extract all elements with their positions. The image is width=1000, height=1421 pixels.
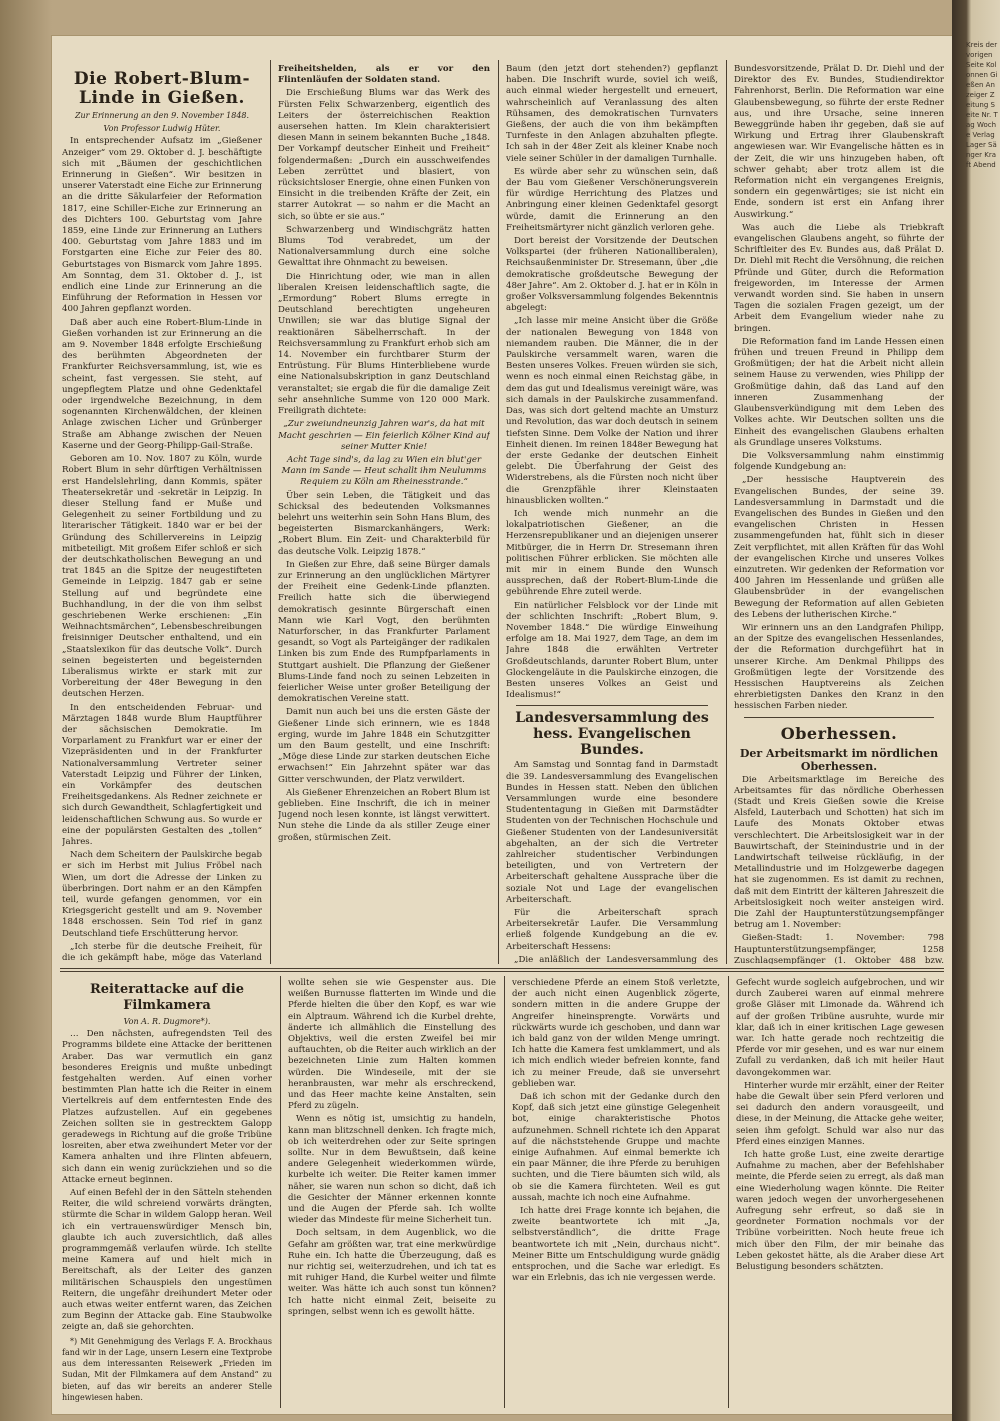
bund-paragraph: Wir erinnern uns an den Landgrafen Philipp, an der Spitze des evangelischen Hessenlandes, der die Reformation durchgeführt hat in unserer Kirche. Am Denkmal Philipps des Großmütigen legte der Vorsitzende des Hessischen Hauptvereins als Zeichen ehrerbietigsten Dankes den Kranz in den hessischen Farben nieder. bbox=[734, 622, 944, 712]
reiter-paragraph: … Den nächsten, aufregendsten Teil des Programms bildete eine Attacke der berittenen Araber. Das war vermutlich ein ganz besonderes Ereignis und mußte unbedingt festgehalten werden. Auf einen vorher bestimmten Plan hatte ich die Reiter in einem Viertelkreis auf dem entferntesten Ende des Platzes aufzustellen. Auf ein gegebenes Zeichen sollten sie in gestrecktem Galopp geradewegs in Richtung auf die große Tribüne losreiten, aber etwa zweihundert Meter vor der Kamera anhalten und ihre Flinten abfeuern, sich dann ein wenig zurückziehen und so die Attacke erneut beginnen. bbox=[62, 1029, 272, 1185]
blum-paragraph: Die Erschießung Blums war das Werk des Fürsten Felix Schwarzenberg, eigentlich des Leiters der österreichischen Reaktion ausersehen hatten. Im Klein charakterisiert diesen Mann in seinem bekannten Buche „1848. Der Vorkampf deutscher Einheit und Freiheit“ folgendermaßen: „Durch ein ausschweifendes Leben zerrüttet und blasiert, von rücksichtsloser Energie, ohne einen Funken von Einsicht in die treibenden Kräfte der Zeit, ein starrer Autokrat — so nahm er die Macht an sich, so übte er sie aus.“ bbox=[278, 88, 490, 222]
stat-line: Gießen-Stadt: 1. November: 798 Hauptunterstützungsempfänger, 1258 Zuschlagsempfänger (1. Oktober 488 bzw. bbox=[734, 933, 944, 964]
blum-paragraph: „Ich lasse mir meine Ansicht über die Größe der nationalen Bewegung von 1848 von niemandem rauben. Die Männer, die in der Paulskirche versammelt waren, waren die Besten unseres Volkes. Freuen würden sie sich, wenn es noch einmal einen Reichstag gäbe, in dem das gut und Idealismus vereinigt wäre, was sich damals in der Paulskirche zusammenfand. Das, was sich dort geltend machte an Umsturz und Revolution, das war doch deutsch in seinem tiefsten Sinne. Dem Volke der Nation und ihrer Einheit dienen. Im reinen 1848er Bewegung hat der erste Gedanke der deutschen Einheit gelebt. Die Überfahrung der Geist des Widerstrebens, als die Fürsten noch nicht über die Grenzpfähle ihrer Kleinstaaten hinausblicken wollten.“ bbox=[506, 316, 718, 506]
reiter-paragraph: Ich hatte drei Frage konnte ich bejahen, die zweite beantwortete ich mit „Ja, selbstverständlich“, die dritte Frage beantwortete ich mit „Nein, durchaus nicht“. Meiner Bitte um Entschuldigung wurde gnädig entsprochen, und die Sache war erledigt. Es war ein Erlebnis, das ich nie vergessen werde. bbox=[512, 1206, 720, 1284]
reiter-author: Von A. R. Dugmore*). bbox=[123, 1017, 211, 1026]
feuilleton-rule bbox=[60, 971, 944, 972]
reiter-paragraph: Doch seltsam, in dem Augenblick, wo die Gefahr am größten war, trat eine merkwürdige Ruhe ein. Ich hatte die Überzeugung, daß es nur richtig sei, weiterzudrehen, und ich tat es mit ruhiger Hand, die Kurbel weiter und filmte weiter. Was hätte ich auch sonst tun können? Ich hatte nicht einmal Zeit, beiseite zu springen, selbst wenn ich es gewollt hätte. bbox=[288, 1228, 496, 1317]
bund-paragraph: Was auch die Liebe als Triebkraft evangelischen Glaubens angeht, so führte der Schriftleiter des Ev. Bundes aus, daß Prälat D. Dr. Diehl mit Recht die Versöhnung, die reichen Pfründe und Güter, durch die Reformation freigeworden, im Interesse der Armen verwandt worden sind. Sie haben in unsern Tagen die sozialen Fragen gezeigt, um der Arbeit dem Evangelium wieder nahe zu bringen. bbox=[734, 222, 944, 334]
adjacent-page-edge bbox=[952, 0, 1000, 1421]
blum-paragraph: Ein natürlicher Felsblock vor der Linde mit der schlichten Inschrift: „Robert Blum, 9. November 1848.“ Die würdige Einweihung erfolge am 18. Mai 1927, dem Tage, an dem im Jahre 1848 die erwählten Vertreter Großdeutschlands, darunter Robert Blum, unter Glockengeläute in die Paulskirche einzogen, die Besten unseres Volkes an Geist und Idealismus!“ bbox=[506, 600, 718, 701]
reiter-paragraph: Hinterher wurde mir erzählt, einer der Reiter habe die Gewalt über sein Pferd verloren und sei dadurch den andern vorausgeeilt, und diese, in der Meinung, die Attacke gehe weiter, seien ihm gefolgt. Schuld war also nur das Pferd eines einzigen Mannes. bbox=[736, 1080, 944, 1147]
reiter-paragraph: wollte sehen sie wie Gespenster aus. Die weißen Burnusse flatterten im Winde und die Pferde hielten die über den Kopf, es war wie ein Alptraum. Während ich die Kurbel drehte, änderte ich allmählich die Einstellung des Objektivs, weil die ersten Zweifel bei mir auftauchten, ob die Reiter auch wirklich an der bezeichneten Linie zum Halten kommen würden. Die Windeseile, mit der sie heranbrausten, war mehr als erschreckend, und das Heer machte keine Anstalten, sein Pferd zu zügeln. bbox=[288, 978, 496, 1112]
blum-column-3 bbox=[506, 64, 718, 964]
blum-paragraph: „Ich sterbe für die deutsche Freiheit, für die ich gekämpft habe, möge das Vaterland bbox=[62, 941, 262, 964]
oberhessen-title: Oberhessen. bbox=[780, 723, 898, 743]
column-rule bbox=[728, 976, 729, 1408]
adjacent-page-text: Kreis der vorigen Seite Kolonnen Gießen Anzeiger Zeitung Seite Nr. Tag Woche Verlag Lager Sänger Kraft Abend bbox=[966, 41, 998, 169]
bund-paragraph: „Der hessische Hauptverein des Evangelischen Bundes, der seine 39. Landesversammlung in Darmstadt und die Evangelischen des Bundes in Gießen und den evangelischen Christen in Hessen zusammengefunden hat, fühlt sich in dieser Zeit verpflichtet, mit allen Kräften für das Wohl der evangelischen Kirche und unseres Volkes einzutreten. Wir gedenken der Reformation vor 400 Jahren im Hessenlande und grüßen alle Glaubensbrüder in der evangelischen Bewegung der Reformation auf allen Gebieten des Lebens der lutherischen Kirche.“ bbox=[734, 475, 944, 620]
blum-paragraph: Ich wende mich nunmehr an die lokalpatriotischen Gießener, an die Herzensrepublikaner und an diejenigen unserer Mitbürger, die in Herrn Dr. Stresemann ihren politischen Führer erblicken. Sie möchten alle mit mir in einem Bunde den Wunsch aussprechen, daß der Robert-Blum-Linde die gebührende Ehre zuteil werde. bbox=[506, 508, 718, 598]
newspaper-page bbox=[52, 36, 952, 1414]
column-rule bbox=[498, 60, 499, 964]
poem-stanza: Acht Tage sind's, da lag zu Wien ein blut'ger Mann im Sande — Heut schallt ihm Neulumms Requiem zu Köln am Rheinesstrande.“ bbox=[281, 454, 487, 488]
reiter-column-2 bbox=[288, 978, 496, 1408]
blum-paragraph: Baum (den jetzt dort stehenden?) gepflanzt haben. Die Inschrift wurde, soviel ich weiß, auch einmal wieder hergestellt und erneuert, wahrscheinlich auf Veranlassung des alten Rühsamen, des demokratischen Turnvaters Gießens, der auch die von ihm bekämpften Turnfeste in den Anlagen abzuhalten pflegte. Ich sah in der 48er Zeit als kleiner Knabe noch viele seiner Schüler in der damaligen Turnhalle. bbox=[506, 64, 718, 164]
blum-continuation: Freiheitshelden, als er vor den Flintenläufen der Soldaten stand. bbox=[278, 64, 490, 86]
blum-paragraph: Die Hinrichtung oder, wie man in allen liberalen Kreisen leidenschaftlich sagte, die „Ermordung“ Robert Blums erregte in Deutschland berechtigten ungeheuren Unwillen; sie war das blutige Signal der reaktionären Säbelherrschaft. In der Reichsversammlung zu Frankfurt erhob sich am 14. November ein furchtbarer Sturm der Entrüstung. Für Blums Hinterbliebene wurde eine Nationalsubskription in ganz Deutschland veranstaltet; sie ergab die für die damalige Zeit sehr ansehnliche Summe von 120 000 Mark. Freiligrath dichtete: bbox=[278, 271, 490, 417]
blum-paragraph: Als Gießener Ehrenzeichen an Robert Blum ist geblieben. Eine Inschrift, die ich in meiner Jugend noch lesen konnte, ist längst verwittert. Nun stehe die Linde da als stiller Zeuge einer großen, stürmischen Zeit. bbox=[278, 787, 490, 843]
reiter-column-4 bbox=[736, 978, 944, 1408]
oberhessen-subtitle: Der Arbeitsmarkt im nördlichen Oberhessen. bbox=[739, 746, 939, 773]
landes-paragraph: Am Samstag und Sonntag fand in Darmstadt die 39. Landesversammlung des Evangelischen Bundes in Hessen statt. Neben den üblichen Versammlungen wurde eine besondere Studententagung in Gießen mit Darmstädter Studenten von der Technischen Hochschule und Gießener Studenten von der Landesuniversität abgehalten, an der sich die Vertreter zahlreicher studentischer Verbindungen beteiligten, und von Vertretern der Arbeiterschaft gehaltene Aussprache über die soziale Not und Lage der evangelischen Arbeiterschaft. bbox=[506, 760, 718, 905]
reiter-footnote: *) Mit Genehmigung des Verlags F. A. Brockhaus fand wir in der Lage, unsern Lesern eine Textprobe aus dem interessanten Reisewerk „Frieden im Sudan, Mit der Filmkamera auf dem Anstand“ zu bieten, auf das wir bereits an anderer Stelle hingewiesen haben. bbox=[62, 1336, 272, 1402]
reiter-paragraph: Daß ich schon mit der Gedanke durch den Kopf, daß sich jetzt eine günstige Gelegenheit bot, einige charakteristische Photos aufzunehmen. Schnell richtete ich den Apparat auf die nächststehende Gruppe und machte einige Aufnahmen. Auf einmal bemerkte ich ein paar Männer, die ihre Pferde zu beruhigen suchten, und die Tiere bäumten sich wild, als ob sie die Kamera fürchteten. Weil es gut aussah, machte ich noch eine Aufnahme. bbox=[512, 1092, 720, 1203]
blum-paragraph: Daß aber auch eine Robert-Blum-Linde in Gießen vorhanden ist zur Erinnerung an die am 9. November 1848 erfolgte Erschießung des berühmten Abgeordneten der Frankfurter Reichsversammlung, ist, wie es scheint, fast vergessen. Sie steht, auf ungepflegtem Platze und ohne Gedenktafel oder irgendwelche Bezeichnung, in dem sogenannten Kirchenwäldchen, der kleinen Anlage zwischen Licher und Grünberger Straße am Abhange zwischen der Neuen Kaserne und der Georg-Philipp-Gail-Straße. bbox=[62, 317, 262, 451]
column-rule bbox=[726, 60, 727, 964]
blum-paragraph: Schwarzenberg und Windischgrätz hatten Blums Tod verabredet, um der Nationalversammlung durch eine solche Gewalttat ihre Ohnmacht zu beweisen. bbox=[278, 224, 490, 269]
binding-gutter bbox=[0, 0, 52, 1421]
column-rule bbox=[280, 976, 281, 1408]
column-rule bbox=[504, 976, 505, 1408]
feuilleton-rule bbox=[60, 968, 944, 969]
reiter-column-3 bbox=[512, 978, 720, 1408]
reiter-paragraph: Wenn es nötig ist, umsichtig zu handeln, kann man blitzschnell denken. Ich fragte mich, ob ich weiterdrehen oder zur Seite springen sollte. Nur in dem Bewußtsein, daß keine andere Gelegenheit wiederkommen würde, kurbelte ich weiter. Die Reiter kamen immer näher, sie waren nun schon so dicht, daß ich die Gesichter der Männer erkennen konnte und die Augen der Pferde sah. Ich wollte wieder das Mindeste für meine Sicherheit tun. bbox=[288, 1114, 496, 1226]
blum-paragraph: Geboren am 10. Nov. 1807 zu Köln, wurde Robert Blum in sehr dürftigen Verhältnissen erst Handelslehrling, dann Kommis, später Theatersekretär und -sekretär in Leipzig. In dieser Stellung fand er Muße und Gelegenheit zu seiner Fortbildung und zu literarischer Tätigkeit. 1840 war er bei der Gründung des Schillervereins in Leipzig mitbeteiligt. Mit großem Eifer schloß er sich der deutschkatholischen Bewegung an und trat 1845 an die Spitze der neugestifteten Gemeinde in Leipzig. 1847 gab er seine Stellung auf und begründete eine Buchhandlung, in der die von ihm selbst geschriebenen Werke erschienen: „Ein Weihnachtsmärchen“, Lebensbeschreibungen freisinniger Deutscher enthaltend, und ein „Staatslexikon für das deutsche Volk“. Durch seinen begeisterten und begeisternden Liberalismus wirkte er stark mit zur Vorbereitung der 48er Bewegung in den deutschen Herzen. bbox=[62, 454, 262, 700]
column-rule bbox=[270, 60, 271, 964]
blum-paragraph: Es würde aber sehr zu wünschen sein, daß der Bau vom Gießener Verschönerungsverein für würdige Herrichtung des Platzes und Anbringung einer kleinen Gedenktafel gesorgt würde, damit die Erinnerung an den Freiheitsmärtyrer nicht gänzlich verloren gehe. bbox=[506, 166, 718, 233]
blum-paragraph: Nach dem Scheitern der Paulskirche begab er sich im Herbst mit Julius Fröbel nach Wien, um dort die Adresse der Linken zu überbringen. Dort nahm er an den Kämpfen teil, wurde gefangen genommen, vor ein Kriegsgericht gestellt und am 9. November 1848 erschossen. Sein Tod rief in ganz Deutschland tiefe Erschütterung hervor. bbox=[62, 850, 262, 939]
reiter-paragraph: Ich hatte große Lust, eine zweite derartige Aufnahme zu machen, aber der Befehlshaber meinte, die Pferde seien zu erregt, als daß man eine Wiederholung wagen könnte. Die Reiter waren jedoch wegen der unvorhergesehenen Aufregung sehr erfreut, so daß sie in geordneter Formation nochmals vor der Tribüne vorbeiritten. Noch heute freue ich mich über den Film, der mir beinahe das Leben gekostet hätte, als die Araber diese Art Belustigung besonders schätzten. bbox=[736, 1150, 944, 1273]
blum-title: Die Robert-Blum-Linde in Gießen. bbox=[73, 69, 251, 108]
blum-paragraph: In den entscheidenden Februar- und Märztagen 1848 wurde Blum Hauptführer der sächsischen Demokratie. Im Vorparlament zu Frankfurt war er einer der Vizepräsidenten und in der Frankfurter Nationalversammlung Vertreter seiner Vaterstadt Leipzig und Führer der Linken, ein Vorkämpfer des deutschen Freiheitsgedankens. Als Redner zeichnete er sich durch Gewandtheit, Schlagfertigkeit und leidenschaftlichen Schwung aus. So wurde er eine der populärsten Gestalten des „tollen“ Jahres. bbox=[62, 702, 262, 847]
blum-column-2 bbox=[278, 64, 490, 964]
blum-paragraph: Über sein Leben, die Tätigkeit und das Schicksal des bedeutenden Volksmannes belehrt uns weiterhin sein Sohn Hans Blum, des begeisterten Bismarckanhängers, Werk: „Robert Blum. Ein Zeit- und Charakterbild für das deutsche Volk. Leipzig 1878.“ bbox=[278, 490, 490, 557]
section-divider bbox=[744, 717, 934, 718]
oberhessen-paragraph: Die Arbeitsmarktlage im Bereiche des Arbeitsamtes für das nördliche Oberhessen (Stadt und Kreis Gießen sowie die Kreise Alsfeld, Lauterbach und Schotten) hat sich im Laufe des Monats Oktober etwas verschlechtert. Die Arbeitslosigkeit war in der Bauwirtschaft, der Steinindustrie und in der Landwirtschaft teilweise rückläufig, in der Metallindustrie und im Holzgewerbe dagegen hat sie zugenommen. Es ist damit zu rechnen, daß mit dem Eintritt der kälteren Jahreszeit die Arbeitslosigkeit noch weiter ansteigen wird. Die Zahl der Hauptunterstützungsempfänger betrug am 1. November: bbox=[734, 774, 944, 931]
reiter-paragraph: Gefecht wurde sogleich aufgebrochen, und wir durch Zauberei waren auf einmal mehrere große Gläser mit Limonade da. Während ich auf der großen Tribüne ausruhte, wurde mir klar, daß ich in einer kritischen Lage gewesen war. Ich hatte gerade noch rechtzeitig die Pferde vor mir gesehen, und es war nur einem Zufall zu verdanken, daß ich mit heiler Haut davongekommen war. bbox=[736, 978, 944, 1078]
landes-paragraph: Für die Arbeiterschaft sprach Arbeitersekretär Laufer. Die Versammlung erließ folgende Kundgebung an die ev. Arbeiterschaft Hessens: bbox=[506, 908, 718, 952]
reiter-paragraph: verschiedene Pferde an einem Stoß verletzte, der auch nicht einen Augenblick zögerte, sondern mitten in die andere Gruppe der Angreifer hineinsprengte. Vorwärts und rückwärts wurde ich geschoben, und dann war ich bald ganz von der wilden Menge umringt. Ich hatte die Kamera fest umklammert, und als ich mich endlich wieder befreien konnte, fand ich zu meiner Freude, daß sie unversehrt geblieben war. bbox=[512, 978, 720, 1089]
bund-paragraph: Bundesvorsitzende, Prälat D. Dr. Diehl und der Direktor des Ev. Bundes, Studiendirektor Fahrenhorst, Berlin. Die Reformation war eine Glaubensbewegung, so führte der erste Redner aus, und ihre Ursache, seine inneren Beweggründe haben ihr gegeben, daß sie auf Wirkung und Ertrag ihrer Glaubenskraft angewiesen war. Wir Evangelische hätten es in der Zeit, die wir uns hinzugeben haben, oft schwer gehabt; aber trotz allem ist die Reformation nicht ein vergangenes Ereignis, sondern ein gegenwärtiges; sie ist nicht ein Ende, sondern ist erst ein Anfang ihrer Auswirkung.“ bbox=[734, 64, 944, 220]
poem-stanza: „Zur zweiundneunzig Jahren war's, da hat mit Macht geschrien — Ein feierlich Kölner Kind auf seiner Mutter Knie! bbox=[278, 419, 490, 452]
column-4 bbox=[734, 64, 944, 964]
blum-column-1 bbox=[62, 64, 262, 964]
section-divider bbox=[516, 705, 708, 706]
blum-paragraph: Damit nun auch bei uns die ersten Gäste der Gießener Linde sich erinnern, wie es 1848 erging, wurde im Jahre 1848 ein Schutzgitter um den Baum gestellt, und eine Inschrift: „Möge diese Linde zur starken deutschen Eiche erwachsen!“ Ein Jahrzehnt später war das Gitter verschwunden, der Platz verwildert. bbox=[278, 707, 490, 785]
reiter-column-1 bbox=[62, 978, 272, 1408]
reiter-paragraph: Auf einen Befehl der in den Sätteln stehenden Reiter, die wild schreiend vorwärts drängten, stürmte die Schar in wildem Galopp heran. Weil ich ein vertrauenswürdiger Mensch bin, glaubte ich auch zuversichtlich, daß alles programmgemäß verlaufen würde. Ich stellte meine Kamera auf und hielt mich in Bereitschaft, als der Leiter des ganzen militärischen Schauspiels den ungestümen Reitern, die ungefähr dreihundert Meter oder auch etwas weiter entfernt waren, das Zeichen zum Beginn der Attacke gab. Eine Staubwolke zeigte an, daß sie gehorchten. bbox=[62, 1188, 272, 1333]
landesversammlung-title: Landesversammlung des hess. Evangelischen Bundes. bbox=[515, 710, 709, 759]
landes-paragraph: „Die anläßlich der Landesversammlung des bbox=[514, 954, 718, 964]
bund-paragraph: Die Reformation fand im Lande Hessen einen frühen und treuen Freund in Philipp dem Großmütigen; der hat die Arbeit nicht allein seinem Hause zu verwenden, wies Philipp der Großmütige dahin, daß das Land auf den inneren Zusammenhang der Glaubensverkündigung mit dem Leben des Volkes achte. Wir Deutschen sollten uns die Einheit des evangelischen Glaubens erhalten als Grundlage unseres Volkstums. bbox=[734, 336, 944, 448]
blum-author: Von Professor Ludwig Hüter. bbox=[103, 124, 221, 134]
blum-subtitle: Zur Erinnerung an den 9. November 1848. bbox=[74, 111, 250, 120]
bund-paragraph: Die Volksversammlung nahm einstimmig folgende Kundgebung an: bbox=[734, 450, 944, 473]
blum-paragraph: Dort bereist der Vorsitzende der Deutschen Volkspartei (der früheren Nationalliberalen), Reichsaußenminister Dr. Stresemann, über „die demokratische großdeutsche Bewegung der 48er Jahre“. Am 2. Oktober d. J. hat er in Köln in großer Volksversammlung folgendes Bekenntnis abgelegt: bbox=[506, 236, 718, 314]
reiter-title: Reiterattacke auf die Filmkamera bbox=[89, 982, 244, 1013]
blum-paragraph: In Gießen zur Ehre, daß seine Bürger damals zur Erinnerung an den unglücklichen Märtyrer der Freiheit eine Gedenk-Linde pflanzten. Freilich hatte sich die überwiegend demokratisch gesinnte Bürgerschaft einen Mann wie Karl Vogt, den berühmten Naturforscher, in das Frankfurter Parlament gesandt, so Vogt als Parteigänger der radikalen Linken bis zum Ende des Rumpfparlaments in Stuttgart aushielt. Die Pflanzung der Gießener Blums-Linde fand noch zu seinen Lebzeiten in feierlicher Weise unter großer Beteiligung der demokratischen Vereine statt. bbox=[278, 559, 490, 705]
blum-paragraph: In entsprechender Aufsatz im „Gießener Anzeiger“ vom 29. Oktober d. J. beschäftigte sich mit „Bäumen der geschichtlichen Erinnerung in Gießen“. Wir besitzen in unserer Vaterstadt eine Eiche zur Erinnerung an die dritte Säkularfeier der Reformation 1817, eine Schiller-Eiche zur Erinnerung an des Dichters 100. Geburtstag vom Jahre 1859, eine Linde zur Erinnerung an Luthers 400. Geburtstag vom Jahre 1883 und im Forstgarten eine Eiche zur Feier des 80. Geburtstages von Bismarck vom Jahre 1895. Am Sonntag, dem 31. Oktober d. J., ist endlich eine Linde zur Erinnerung an die Einführung der Reformation in Hessen vor 400 Jahren gepflanzt worden. bbox=[62, 136, 262, 315]
